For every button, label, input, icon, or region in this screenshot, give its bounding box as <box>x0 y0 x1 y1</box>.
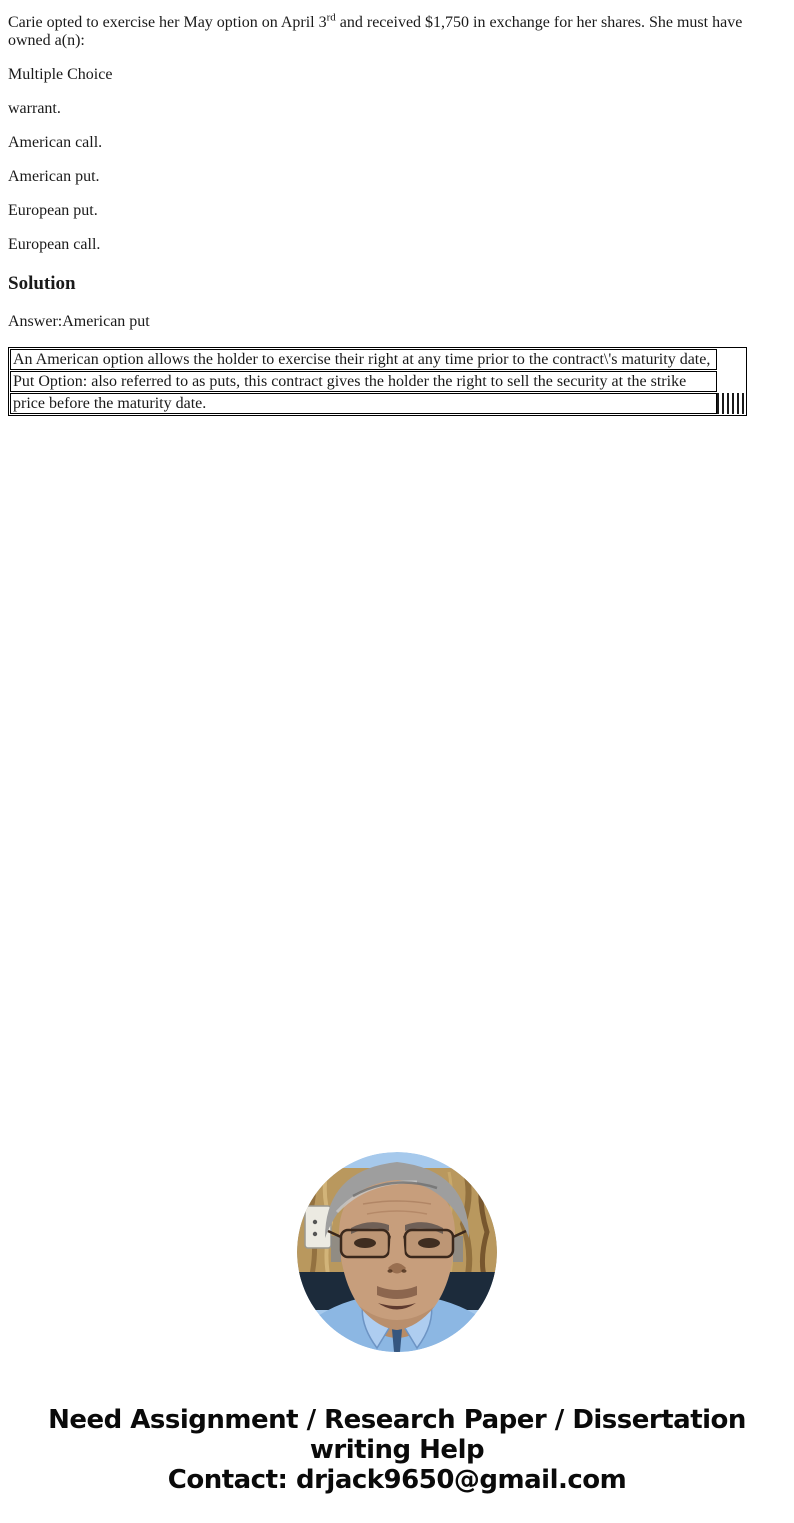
explanation-cell-2: Put Option: also referred to as puts, this contract gives the holder the right to sell the security at the strike <box>10 371 717 392</box>
question-ordinal-superscript: rd <box>326 11 336 24</box>
solution-heading: Solution <box>8 273 76 294</box>
multiple-choice-label: Multiple Choice <box>8 66 113 83</box>
explanation-cell-1: An American option allows the holder to exercise their right at any time prior to the contract\'s maturity date, <box>10 349 717 370</box>
tutor-avatar-photo <box>297 1152 497 1352</box>
explanation-cell-3: price before the maturity date. <box>10 393 717 414</box>
promo-footer <box>8 1405 786 1495</box>
answer-text: Answer:American put <box>8 313 150 330</box>
choice-option-warrant: warrant. <box>8 100 61 117</box>
avatar-section <box>8 1152 786 1352</box>
choice-option-european-put: European put. <box>8 202 98 219</box>
promo-contact-email: Contact: drjack9650@gmail.com <box>167 1465 627 1495</box>
person-photo-illustration <box>297 1152 497 1352</box>
table-row <box>10 371 745 392</box>
question-part2: and received $1,750 in exchange for her shares. She must have owned a(n): <box>8 14 743 49</box>
table-row <box>10 393 745 414</box>
question-text <box>8 11 786 50</box>
table-row <box>10 349 745 370</box>
hatch-pattern-block <box>717 393 745 414</box>
choice-option-american-put: American put. <box>8 168 100 185</box>
question-part1: Carie opted to exercise her May option on April 3 <box>8 14 327 31</box>
choice-option-american-call: American call. <box>8 134 103 151</box>
choice-option-european-call: European call. <box>8 236 101 253</box>
explanation-table <box>8 347 747 416</box>
promo-heading: Need Assignment / Research Paper / Dissertation writing Help <box>48 1405 746 1465</box>
